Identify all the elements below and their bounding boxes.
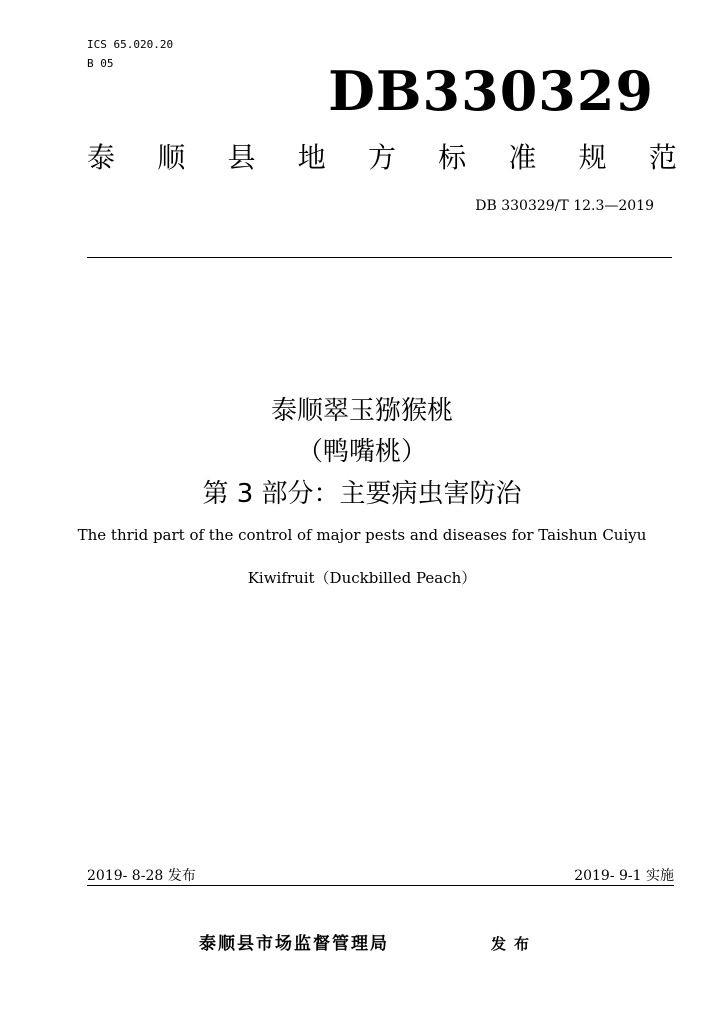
publish-label: 发布	[491, 935, 538, 953]
standard-type-char: 规	[578, 141, 607, 174]
standard-type-char: 范	[648, 141, 677, 174]
ics-code: ICS 65.020.20	[87, 38, 174, 51]
standard-code: DB330329	[328, 59, 654, 123]
standard-number: DB 330329/T 12.3—2019	[475, 198, 654, 214]
standard-type	[87, 138, 677, 178]
standard-type-char: 县	[227, 141, 256, 174]
english-title-line-2: Kiwifruit（Duckbilled Peach）	[247, 569, 477, 587]
issue-date: 2019- 8-28 发布	[87, 868, 196, 884]
standard-type-char: 泰	[87, 141, 116, 174]
title-line-1: 泰顺翠玉猕猴桃	[270, 396, 453, 426]
title-line-3: 第 3 部分：主要病虫害防治	[202, 479, 522, 509]
standard-type-char: 方	[367, 141, 396, 174]
footer-divider	[87, 885, 674, 886]
english-title-line-1: The thrid part of the control of major pests and diseases for Taishun Cuiyu	[77, 526, 647, 544]
standard-type-char: 准	[508, 141, 537, 174]
standard-type-char: 地	[297, 141, 326, 174]
title-line-2: （鸭嘴桃）	[296, 437, 427, 467]
issuing-authority: 泰顺县市场监督管理局	[199, 934, 389, 954]
standard-type-char: 顺	[157, 141, 186, 174]
standard-type-char: 标	[438, 141, 467, 174]
ccs-code: B 05	[87, 57, 114, 70]
implementation-date: 2019- 9-1 实施	[574, 868, 674, 884]
header-divider	[87, 257, 672, 258]
